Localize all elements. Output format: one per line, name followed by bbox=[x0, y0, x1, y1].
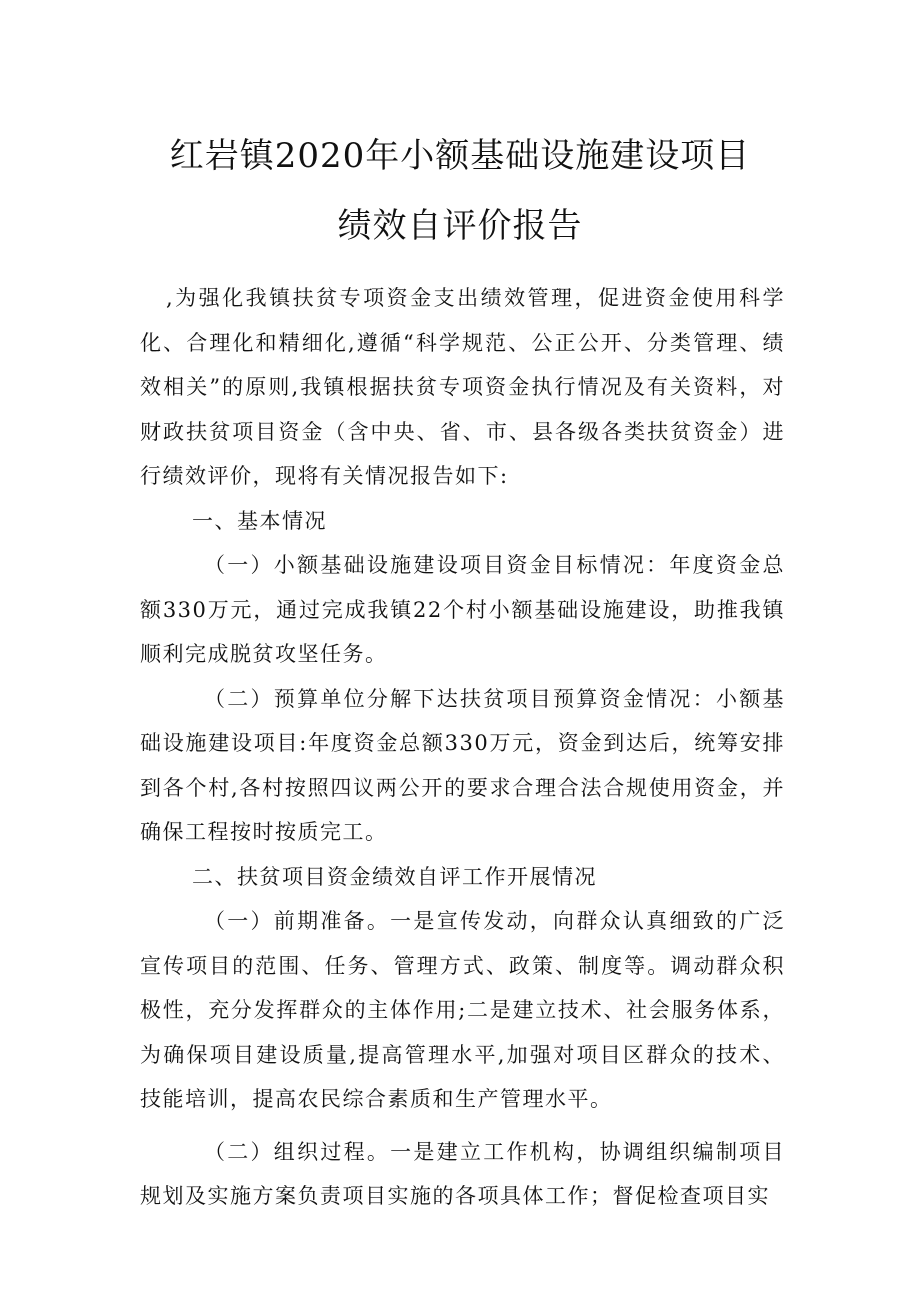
paragraph-organization: （二）组织过程。一是建立工作机构，协调组织编制项目规划及实施方案负责项目实施的各项具体工作；督促检查项目实 bbox=[140, 1139, 785, 1208]
section-heading-evaluation: 二、扶贫项目资金绩效自评工作开展情况 bbox=[192, 864, 597, 889]
document-body bbox=[140, 276, 785, 1219]
document-title-line1: 红岩镇2020年小额基础设施建设项目 bbox=[169, 136, 751, 176]
document-title-line2: 绩效自评价报告 bbox=[337, 206, 583, 246]
intro-paragraph: ,为强化我镇扶贫专项资金支出绩效管理，促进资金使用科学化、合理化和精细化,遵循“科学规范、公正公开、分类管理、绩效相关”的原则,我镇根据扶贫专项资金执行情况及有关资料，对财政扶贫项目资金（含中央、省、市、县各级各类扶贫资金）进行绩效评价，现将有关情况报告如下: bbox=[140, 286, 785, 488]
paragraph-preparation: （一）前期准备。一是宣传发动，向群众认真细致的广泛宣传项目的范围、任务、管理方式、政策、制度等。调动群众积极性，充分发挥群众的主体作用;二是建立技术、社会服务体系，为确保项目建设质量,提高管理水平,加强对项目区群众的技术、技能培训，提高农民综合素质和生产管理水平。 bbox=[140, 909, 785, 1111]
paragraph-budget: （二）预算单位分解下达扶贫项目预算资金情况：小额基础设施建设项目:年度资金总额330万元，资金到达后，统筹安排到各个村,各村按照四议两公开的要求合理合法合规使用资金，并确保工程按时按质完工。 bbox=[140, 686, 785, 844]
section-heading-basic: 一、基本情况 bbox=[192, 508, 327, 533]
paragraph-goal: （一）小额基础设施建设项目资金目标情况：年度资金总额330万元，通过完成我镇22个村小额基础设施建设，助推我镇顺利完成脱贫攻坚任务。 bbox=[140, 553, 785, 666]
